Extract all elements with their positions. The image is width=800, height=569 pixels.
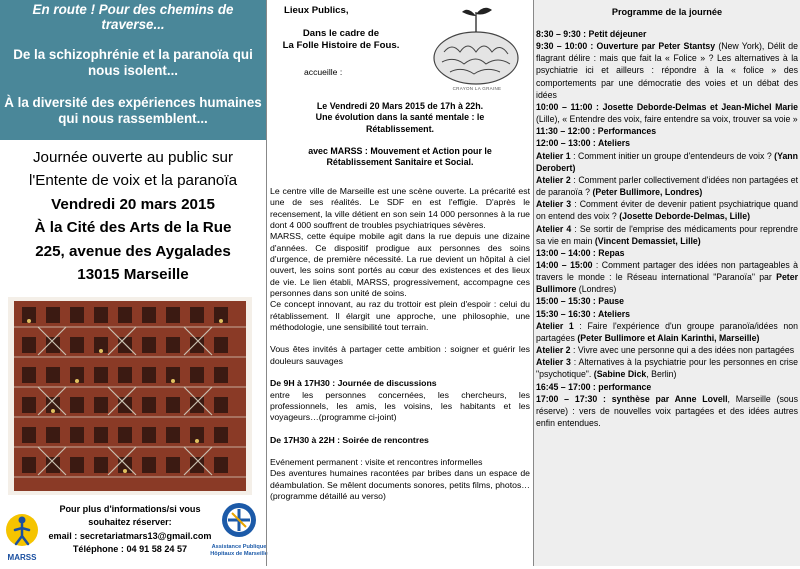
contact-info bbox=[44, 503, 216, 557]
contact-line-2: souhaitez réserver: bbox=[88, 517, 172, 528]
schedule-time: 8:30 – 9:30 : Petit déjeuner bbox=[536, 29, 647, 39]
schedule-time: 13:00 – 14:00 : Repas bbox=[536, 247, 625, 258]
building-photo bbox=[8, 297, 252, 495]
paragraph-2: MARSS, cette équipe mobile agit dans la rue depuis une dizaine d'années. Ce dispositif prodigue aux personnes des soins d'urgence, de première nécessité. La rue devient un hôpital à ciel ouvert, les soins sont portés au cœur des existences et des lieux de vie. Le lien établi, MARSS, progressivement, accompagne ces personnes dans son unité de soins. bbox=[270, 231, 530, 299]
workshop-desc: : Comment parler collectivement d'idées non partagées et de paranoïa ? bbox=[536, 174, 799, 198]
event-address: 225, avenue des Aygalades bbox=[35, 242, 231, 260]
schedule-desc: , Marseille (sous réserve) : vers de nouvelles voix partagées et des idées autres enfin entendues. bbox=[536, 393, 798, 428]
schedule-speaker: Peter Bullimore bbox=[536, 272, 798, 295]
paragraph-5: entre les personnes concernées, les chercheurs, les professionnels, les amis, les voisins, les habitants et les voyageurs…(programme ci-joint) bbox=[270, 389, 530, 423]
evening-heading: De 17H30 à 22H : Soirée de rencontres bbox=[270, 434, 429, 445]
schedule-time: 9:30 – 10:00 : Ouverture par Peter Stantsy bbox=[536, 41, 716, 52]
schedule-desc: (New York), Délit de flagrant délire : mais que fait la « Folice » ? Les alternatives à la psychiatrie ici et ailleurs : répondre à la « folice » des comportements par une démocratie des voies et un débat des idées bbox=[536, 41, 798, 100]
schedule-time: 11:30 – 12:00 : Performances bbox=[536, 126, 657, 137]
spacer bbox=[270, 135, 530, 146]
aphm-emblem-icon bbox=[210, 500, 268, 564]
workshop-item bbox=[536, 198, 798, 222]
schedule-desc: (Lille), « Entendre des voix, faire entendre sa voix, trouver sa voie » bbox=[536, 114, 798, 125]
paragraph-7: Des aventures humaines racontées par bribes dans un espace de déambulation. Se mêlent documents sonores, petits films, photos… (programme détaillé au verso) bbox=[270, 468, 530, 501]
contact-email-row bbox=[44, 530, 216, 543]
event-date: Vendredi 20 mars 2015 bbox=[51, 195, 215, 213]
announce-line-3: Rétablissement. bbox=[365, 123, 435, 134]
announcement bbox=[270, 101, 530, 168]
workshop-speaker: (Peter Bullimore et Alain Karinthi, Marseille) bbox=[577, 332, 760, 343]
schedule-time: 12:00 – 13:00 : Ateliers bbox=[536, 138, 631, 149]
schedule-time: 16:45 – 17:00 : performance bbox=[536, 381, 652, 392]
organizer-name: Lieux Publics, bbox=[284, 5, 349, 16]
framework-line-1: Dans le cadre de bbox=[302, 28, 380, 39]
workshop-item bbox=[536, 344, 798, 356]
programme-list bbox=[536, 28, 798, 429]
tagline-banner bbox=[0, 0, 266, 140]
event-city: 13015 Marseille bbox=[77, 266, 189, 284]
workshop-speaker: (Sabine Dick bbox=[593, 369, 647, 380]
workshop-desc: : Vivre avec une personne qui a des idées non partagées bbox=[570, 345, 795, 356]
schedule-item bbox=[536, 137, 798, 149]
email-address[interactable]: secretariatmars13@gmail.com bbox=[79, 530, 212, 541]
event-line-1: Journée ouverte au public sur bbox=[32, 149, 234, 166]
schedule-item bbox=[536, 125, 798, 137]
programme-title: Programme de la journée bbox=[611, 7, 723, 17]
banner-line-1: En route ! Pour des chemins de traverse... bbox=[32, 2, 234, 32]
workshop-item bbox=[536, 150, 798, 174]
workshop-label: Atelier 3 bbox=[536, 199, 572, 210]
announce-line-4: avec MARSS : Mouvement et Action pour le bbox=[308, 145, 492, 156]
workshop-desc: : Faire l'expérience d'un groupe paranoïa/idées non partagées bbox=[536, 320, 799, 343]
schedule-time: 14:00 – 15:00 bbox=[536, 259, 593, 270]
schedule-item bbox=[536, 40, 798, 101]
workshop-desc: : Comment éviter de devenir patient psychiatrique quand on entend des voix ? bbox=[536, 199, 799, 222]
schedule-item bbox=[536, 28, 798, 40]
workshop-label: Atelier 4 bbox=[536, 223, 572, 234]
event-details bbox=[0, 146, 266, 286]
discussion-heading: De 9H à 17H30 : Journée de discussions bbox=[270, 378, 437, 389]
spacer bbox=[270, 446, 530, 457]
workshop-desc: : Alternatives à la psychiatrie pour les personnes en crise "psychotique". bbox=[536, 357, 798, 380]
workshop-desc: , Berlin) bbox=[646, 369, 677, 380]
marss-logo-text: MARSS bbox=[7, 553, 37, 562]
schedule-time: 10:00 – 11:00 : Josette Deborde-Delmas et Jean-Michel Marie bbox=[536, 101, 798, 112]
schedule-desc: : Comment partager des idées non partageables à travers le monde : le Réseau international "Paranoïa" par bbox=[536, 259, 798, 283]
schedule-item bbox=[536, 308, 798, 320]
schedule-item bbox=[536, 381, 798, 393]
paragraph-6: Evénement permanent : visite et rencontres informelles bbox=[270, 456, 483, 467]
workshop-speaker: (Yann Derobert) bbox=[536, 150, 798, 173]
paragraph-1: Le centre ville de Marseille est une scène ouverte. La précarité est une de ses réalités. Le SDF en est l'effigie. D'après le recensement, la ville détient en son sein 14 000 personnes à la rue dont 4 000 souffrent de troubles psychiatriques sévères. bbox=[270, 186, 530, 231]
workshop-item bbox=[536, 320, 798, 344]
framework-title bbox=[268, 28, 414, 52]
workshop-item bbox=[536, 356, 798, 380]
framework-line-2: La Folle Histoire de Fous. bbox=[282, 40, 400, 51]
announce-date: Le Vendredi 20 Mars 2015 de 17h à 22h. bbox=[316, 101, 484, 111]
spacer bbox=[270, 424, 530, 435]
schedule-item bbox=[536, 295, 798, 307]
workshop-label: Atelier 2 bbox=[536, 345, 571, 356]
workshop-item bbox=[536, 174, 798, 198]
event-line-2: l'Entente de voix et la paranoïa bbox=[28, 172, 238, 190]
workshop-label: Atelier 1 bbox=[536, 320, 574, 331]
schedule-desc: (Londres) bbox=[576, 284, 617, 295]
workshop-speaker: (Josette Deborde-Delmas, Lille) bbox=[619, 211, 750, 222]
aphm-text-1: Assistance Publique bbox=[211, 544, 267, 550]
spacer bbox=[270, 367, 530, 378]
announce-line-2: Une évolution dans la santé mentale : le bbox=[315, 112, 485, 123]
workshop-desc: : Comment initier un groupe d'entendeurs de voix ? bbox=[570, 150, 775, 161]
building-facade-illustration bbox=[8, 297, 252, 495]
workshop-label: Atelier 3 bbox=[536, 357, 571, 368]
schedule-time: 17:00 – 17:30 : synthèse par Anne Lovell bbox=[536, 393, 728, 404]
marss-logo bbox=[2, 506, 42, 564]
spacer bbox=[270, 333, 530, 344]
brain-sprout-icon bbox=[424, 2, 529, 97]
contact-line-1: Pour plus d'informations/si vous bbox=[59, 504, 201, 514]
aphm-logo bbox=[210, 500, 268, 564]
schedule-item bbox=[536, 247, 798, 259]
welcomes-label: accueille : bbox=[304, 67, 343, 77]
paragraph-4: Vous êtes invités à partager cette ambition : soigner et guérir les douleurs sauvages bbox=[270, 344, 530, 366]
workshop-speaker: (Peter Bullimore, Londres) bbox=[592, 187, 703, 198]
contact-phone-row bbox=[44, 543, 216, 556]
banner-line-3: À la diversité des expériences humaines qui nous rassemblent... bbox=[4, 95, 262, 126]
workshop-desc: : Se sortir de l'emprise des médicaments pour reprendre sa vie en main bbox=[536, 223, 798, 246]
workshop-item bbox=[536, 223, 798, 247]
event-venue: À la Cité des Arts de la Rue bbox=[34, 219, 232, 237]
marss-figure-icon bbox=[2, 506, 42, 564]
schedule-item bbox=[536, 101, 798, 125]
schedule-item bbox=[536, 393, 798, 429]
description-text bbox=[270, 186, 530, 502]
phone-number: 04 91 58 24 57 bbox=[126, 544, 188, 555]
workshop-label: Atelier 1 bbox=[536, 150, 571, 161]
schedule-time: 15:30 – 16:30 : Ateliers bbox=[536, 308, 631, 319]
email-label: email : bbox=[48, 530, 80, 541]
banner-line-2: De la schizophrénie et la paranoïa qui nous isolent... bbox=[13, 47, 253, 78]
aphm-text-2: Hôpitaux de Marseille bbox=[210, 551, 268, 557]
schedule-item bbox=[536, 259, 798, 295]
brain-caption: CRAYON LA GRAINE bbox=[452, 86, 502, 91]
paragraph-3: Ce concept innovant, au raz du trottoir est plein d'espoir : celui du rétablissement. Il élargit une approche, une philosophie, une méthodologie, une sensibilité tout terrain. bbox=[270, 299, 530, 333]
schedule-time: 15:00 – 15:30 : Pause bbox=[536, 296, 625, 307]
brain-illustration bbox=[424, 2, 529, 97]
workshop-label: Atelier 2 bbox=[536, 174, 571, 185]
workshop-speaker: (Vincent Demassiet, Lille) bbox=[594, 235, 701, 246]
phone-label: Téléphone : bbox=[72, 544, 127, 555]
announce-line-5: Rétablissement Sanitaire et Social. bbox=[326, 157, 474, 168]
